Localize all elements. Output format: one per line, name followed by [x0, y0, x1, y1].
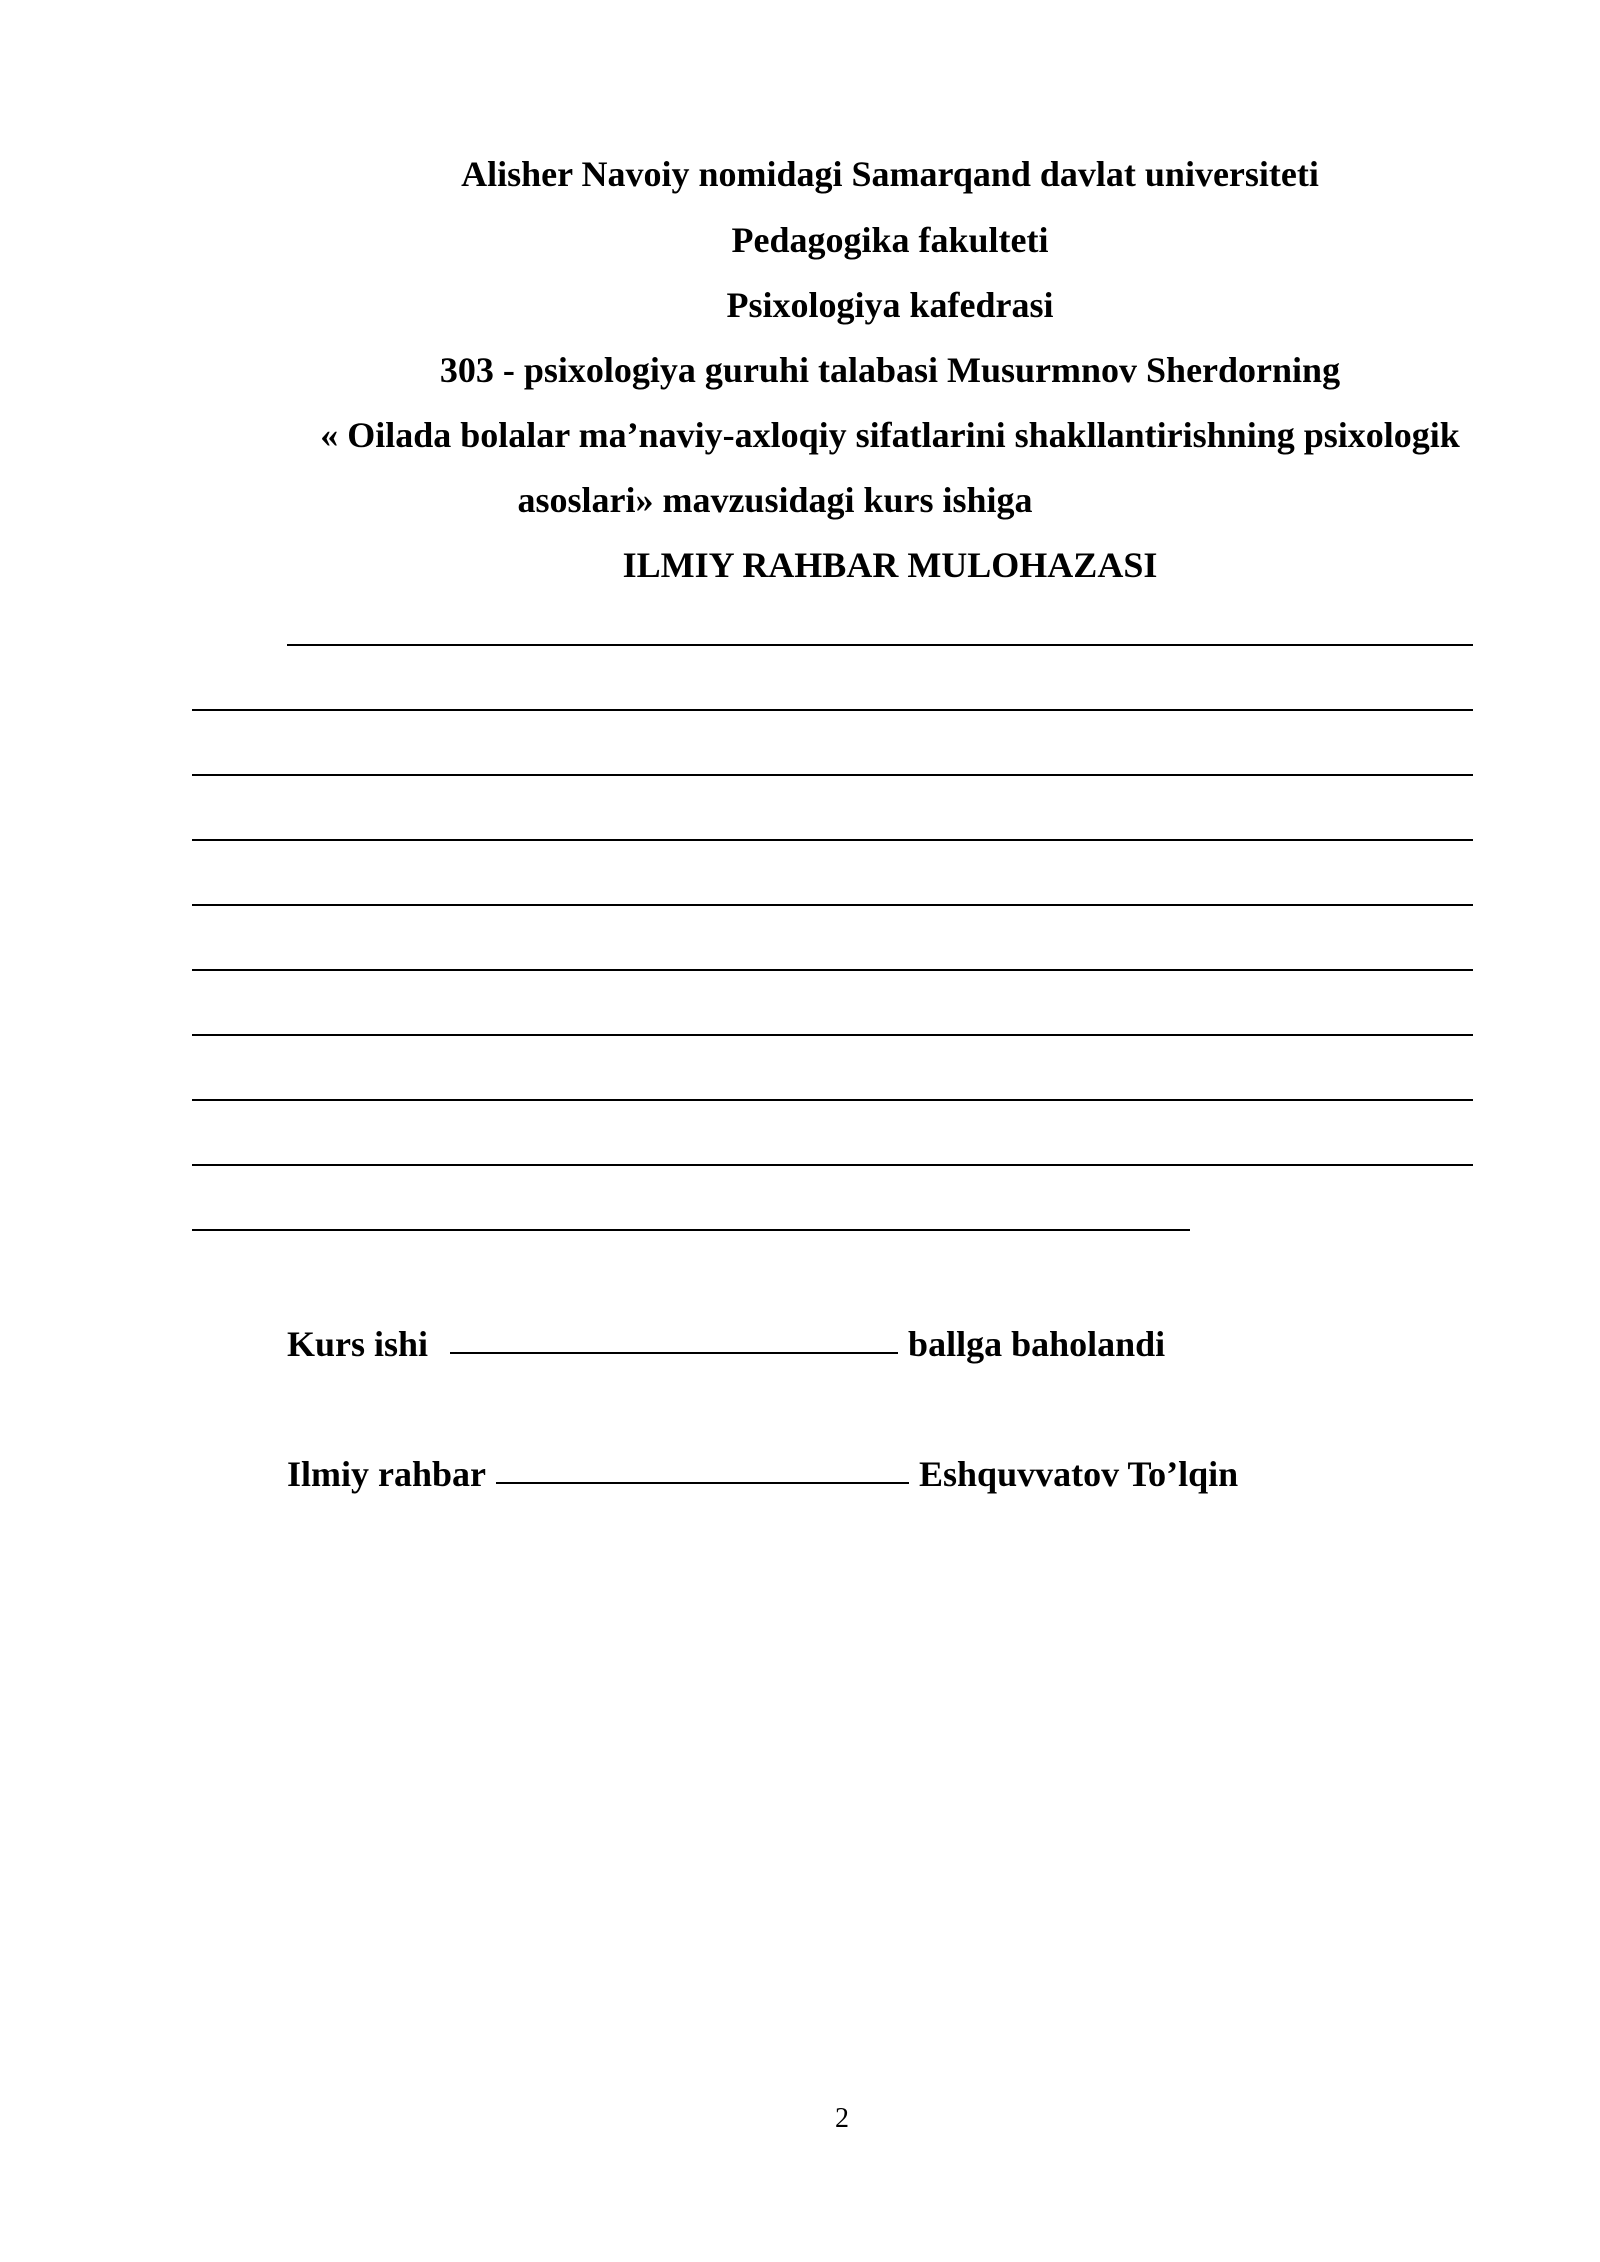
grade-blank [450, 1352, 898, 1354]
comment-line-3 [192, 774, 1473, 776]
topic-line-2: asoslari» mavzusidagi kurs ishiga [517, 480, 1033, 520]
topic-line-1: « Oilada bolalar ma’naviy-axloqiy sifatlarini shakllantirishning psixologik [320, 415, 1460, 455]
comment-line-6 [192, 969, 1473, 971]
grade-label: Kurs ishi [287, 1324, 429, 1364]
grade-row [287, 1322, 1165, 1366]
supervisor-row [287, 1452, 1238, 1496]
comment-line-7 [192, 1034, 1473, 1036]
comment-line-4 [192, 839, 1473, 841]
document-title: ILMIY RAHBAR MULOHAZASI [622, 545, 1158, 585]
comment-line-5 [192, 904, 1473, 906]
page-number: 2 [835, 2103, 849, 2134]
department-name: Psixologiya kafedrasi [726, 285, 1054, 325]
supervisor-name: Eshquvvatov To’lqin [919, 1454, 1239, 1494]
comment-line-8 [192, 1099, 1473, 1101]
comment-line-2 [192, 709, 1473, 711]
comment-line-9 [192, 1164, 1473, 1166]
comment-line-1 [287, 644, 1473, 646]
comment-line-10 [192, 1229, 1190, 1231]
faculty-name: Pedagogika fakulteti [731, 220, 1049, 260]
university-name: Alisher Navoiy nomidagi Samarqand davlat universiteti [461, 154, 1319, 194]
grade-suffix: ballga baholandi [908, 1324, 1166, 1364]
signature-blank [496, 1482, 909, 1484]
supervisor-label: Ilmiy rahbar [287, 1454, 487, 1494]
student-line: 303 - psixologiya guruhi talabasi Musurmnov Sherdorning [439, 350, 1341, 390]
